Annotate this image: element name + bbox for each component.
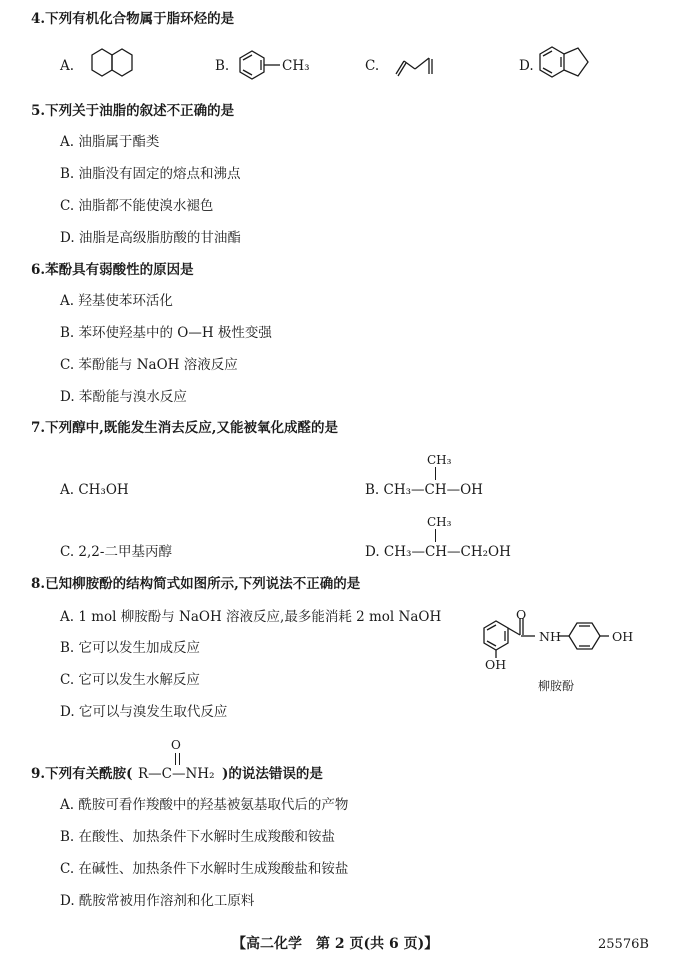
q9-formula-double-bond-a [175,753,176,765]
q5-option-b: B. 油脂没有固定的熔点和沸点 [60,166,241,182]
q8-option-c: C. 它可以发生水解反应 [60,672,200,688]
q8-fig-caption: 柳胺酚 [538,679,575,693]
q9-stem-pre: 9.下列有关酰胺( [31,766,133,782]
q4-stem: 4.下列有机化合物属于脂环烃的是 [31,11,235,27]
q8-fig-oh-right: OH [612,629,634,644]
q4-option-c-label: C. [365,58,380,74]
q5-option-d: D. 油脂是高级脂肪酸的甘油酯 [60,230,241,246]
q8-fig-nh: NH [539,629,561,644]
q4-option-b-ch3: CH₃ [282,58,310,74]
q6-option-a: A. 羟基使苯环活化 [60,293,173,309]
q4-option-b-label: B. [215,58,230,74]
q8-option-d: D. 它可以与溴发生取代反应 [60,704,228,720]
page-footer: 【高二化学 第 2 页(共 6 页)】 [232,936,439,952]
q4-option-a-label: A. [60,58,75,74]
q7-option-b: B. CH₃—CH—OH [365,482,483,498]
q6-option-d: D. 苯酚能与溴水反应 [60,389,187,405]
q7-option-d-bond [435,529,436,542]
q9-option-d: D. 酰胺常被用作溶剂和化工原料 [60,893,255,909]
q4-option-d-label: D. [519,58,534,74]
q9-formula-o: O [171,738,181,752]
q8-fig-carbonyl-o: O [516,607,527,622]
q5-stem: 5.下列关于油脂的叙述不正确的是 [31,103,235,119]
q6-stem: 6.苯酚具有弱酸性的原因是 [31,262,194,278]
q7-option-b-bond [435,467,436,480]
q6-option-b: B. 苯环使羟基中的 O—H 极性变强 [60,325,272,341]
q7-option-d: D. CH₃—CH—CH₂OH [365,544,511,560]
q4-option-c-diene-structure [388,48,438,80]
q7-option-d-methyl: CH₃ [427,515,452,529]
q7-option-b-methyl: CH₃ [427,453,452,467]
exam-code: 25576B [598,937,649,952]
q7-stem: 7.下列醇中,既能发生消去反应,又能被氧化成醛的是 [31,420,338,436]
q8-stem: 8.已知柳胺酚的结构简式如图所示,下列说法不正确的是 [31,576,361,592]
q9-formula: R—C—NH₂ [138,766,215,782]
q5-option-c: C. 油脂都不能使溴水褪色 [60,198,214,214]
q9-option-a: A. 酰胺可看作羧酸中的羟基被氨基取代后的产物 [60,797,349,813]
q9-option-c: C. 在碱性、加热条件下水解时生成羧酸盐和铵盐 [60,861,349,877]
q5-option-a: A. 油脂属于酯类 [60,134,160,150]
q9-option-b: B. 在酸性、加热条件下水解时生成羧酸和铵盐 [60,829,336,845]
q8-option-a: A. 1 mol 柳胺酚与 NaOH 溶液反应,最多能消耗 2 mol NaOH [60,609,442,625]
q7-option-c: C. 2,2-二甲基丙醇 [60,544,172,560]
q7-option-a: A. CH₃OH [60,482,129,498]
q9-stem-post: )的说法错误的是 [222,766,323,782]
q4-option-d-indane-structure [534,40,610,92]
q4-option-a-decalin-structure [82,44,154,88]
q8-option-b: B. 它可以发生加成反应 [60,640,201,656]
q8-fig-oh-bottom: OH [485,657,507,672]
q9-formula-double-bond-b [179,753,180,765]
q6-option-c: C. 苯酚能与 NaOH 溶液反应 [60,357,238,373]
